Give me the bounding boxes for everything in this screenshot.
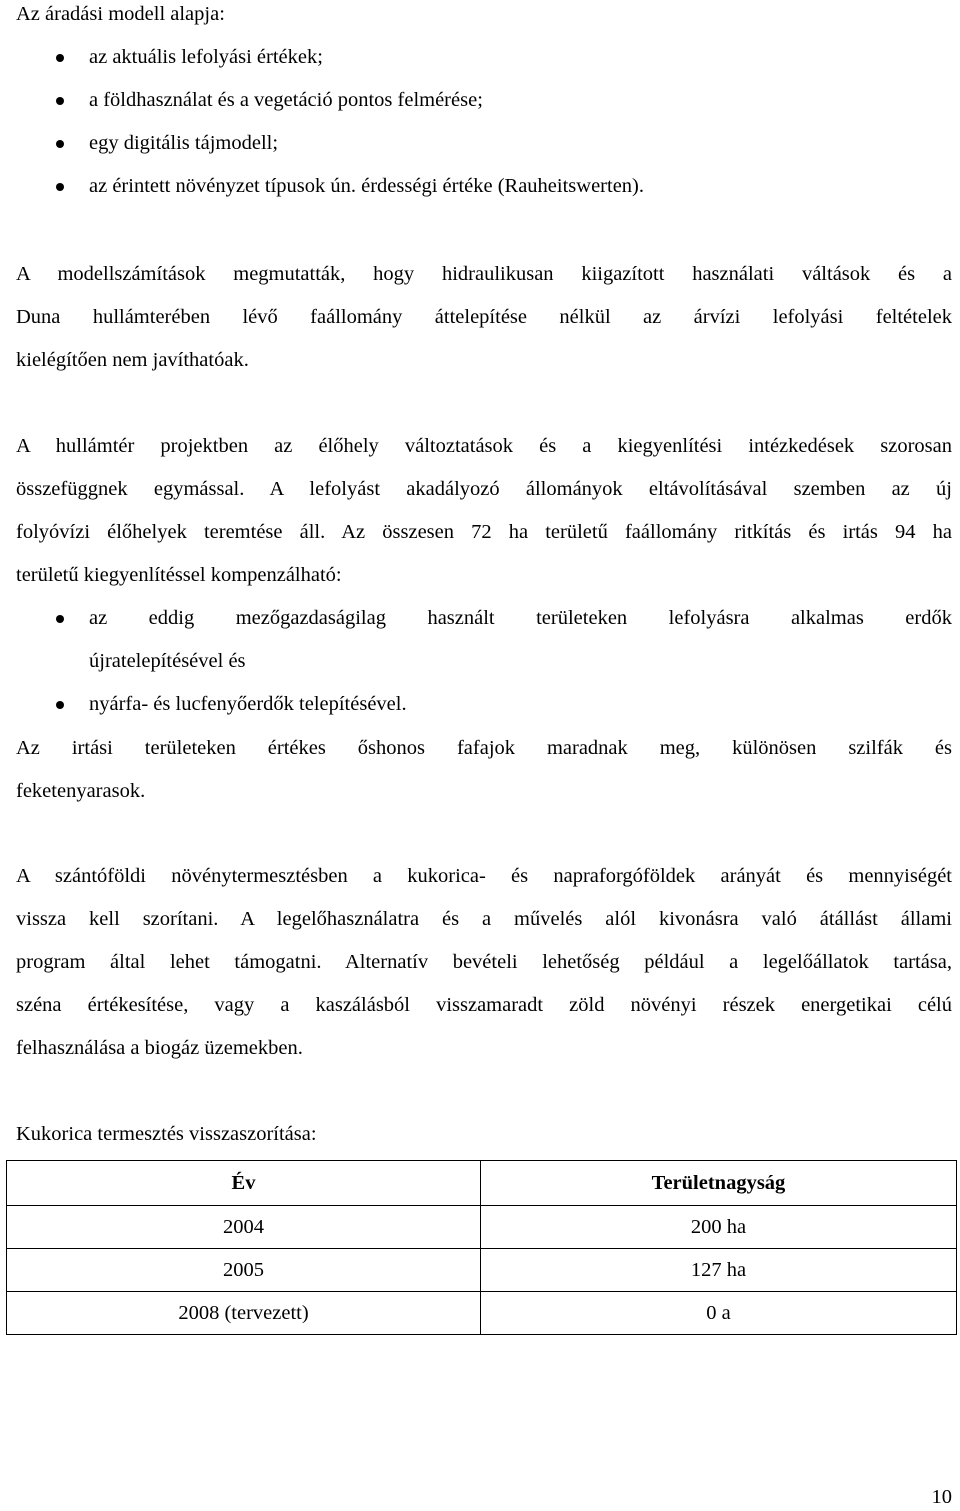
- paragraph-line: folyóvízi élőhelyek teremtése áll. Az összesen 72 ha területű faállomány ritkítás és irtás 94 ha: [16, 521, 952, 543]
- table-cell: 2004: [7, 1206, 481, 1249]
- bullet-icon: [56, 97, 64, 105]
- paragraph-line: vissza kell szorítani. A legelőhasználatra és a művelés alól kivonásra való átállást állami: [16, 908, 952, 930]
- intro-heading: Az áradási modell alapja:: [16, 3, 225, 25]
- paragraph-line: felhasználása a biogáz üzemekben.: [16, 1037, 303, 1059]
- table-row: [7, 1292, 957, 1335]
- column-header-area: Területnagyság: [481, 1161, 957, 1206]
- paragraph-line: összefüggnek egymással. A lefolyást akadályozó állományok eltávolításával szemben az új: [16, 478, 952, 500]
- paragraph-line: széna értékesítése, vagy a kaszálásból visszamaradt zöld növényi részek energetikai célú: [16, 994, 952, 1016]
- table-row: [7, 1206, 957, 1249]
- table-row: [7, 1249, 957, 1292]
- bullet-icon: [56, 140, 64, 148]
- paragraph-line: Az irtási területeken értékes őshonos fafajok maradnak meg, különösen szilfák és: [16, 737, 952, 759]
- paragraph-line: kielégítően nem javíthatóak.: [16, 349, 249, 371]
- paragraph-line: Duna hullámterében lévő faállomány áttelepítése nélkül az árvízi lefolyási feltételek: [16, 306, 952, 328]
- table-cell: 2008 (tervezett): [7, 1292, 481, 1335]
- bullet-icon: [56, 615, 64, 623]
- area-table: [6, 1160, 957, 1335]
- list-item-continuation: újratelepítésével és: [89, 650, 246, 672]
- bullet-icon: [56, 183, 64, 191]
- paragraph-line: feketenyarasok.: [16, 780, 146, 802]
- bullet-icon: [56, 701, 64, 709]
- column-header-year: Év: [7, 1161, 481, 1206]
- table-caption: Kukorica termesztés visszaszorítása:: [16, 1123, 317, 1145]
- paragraph-line: A hullámtér projektben az élőhely változtatások és a kiegyenlítési intézkedések szorosan: [16, 435, 952, 457]
- paragraph-line: program által lehet támogatni. Alternatív bevételi lehetőség például a legelőállatok tartása,: [16, 951, 952, 973]
- table-cell: 127 ha: [481, 1249, 957, 1292]
- table-cell: 2005: [7, 1249, 481, 1292]
- paragraph-line: A szántóföldi növénytermesztésben a kukorica- és napraforgóföldek arányát és mennyiségét: [16, 865, 952, 887]
- table-cell: 200 ha: [481, 1206, 957, 1249]
- bullet-icon: [56, 54, 64, 62]
- page-number: 10: [931, 1486, 952, 1508]
- table-cell: 0 a: [481, 1292, 957, 1335]
- table-header-row: [7, 1161, 957, 1206]
- paragraph-line: A modellszámítások megmutatták, hogy hidraulikusan kiigazított használati váltások és a: [16, 263, 952, 285]
- paragraph-line: területű kiegyenlítéssel kompenzálható:: [16, 564, 342, 586]
